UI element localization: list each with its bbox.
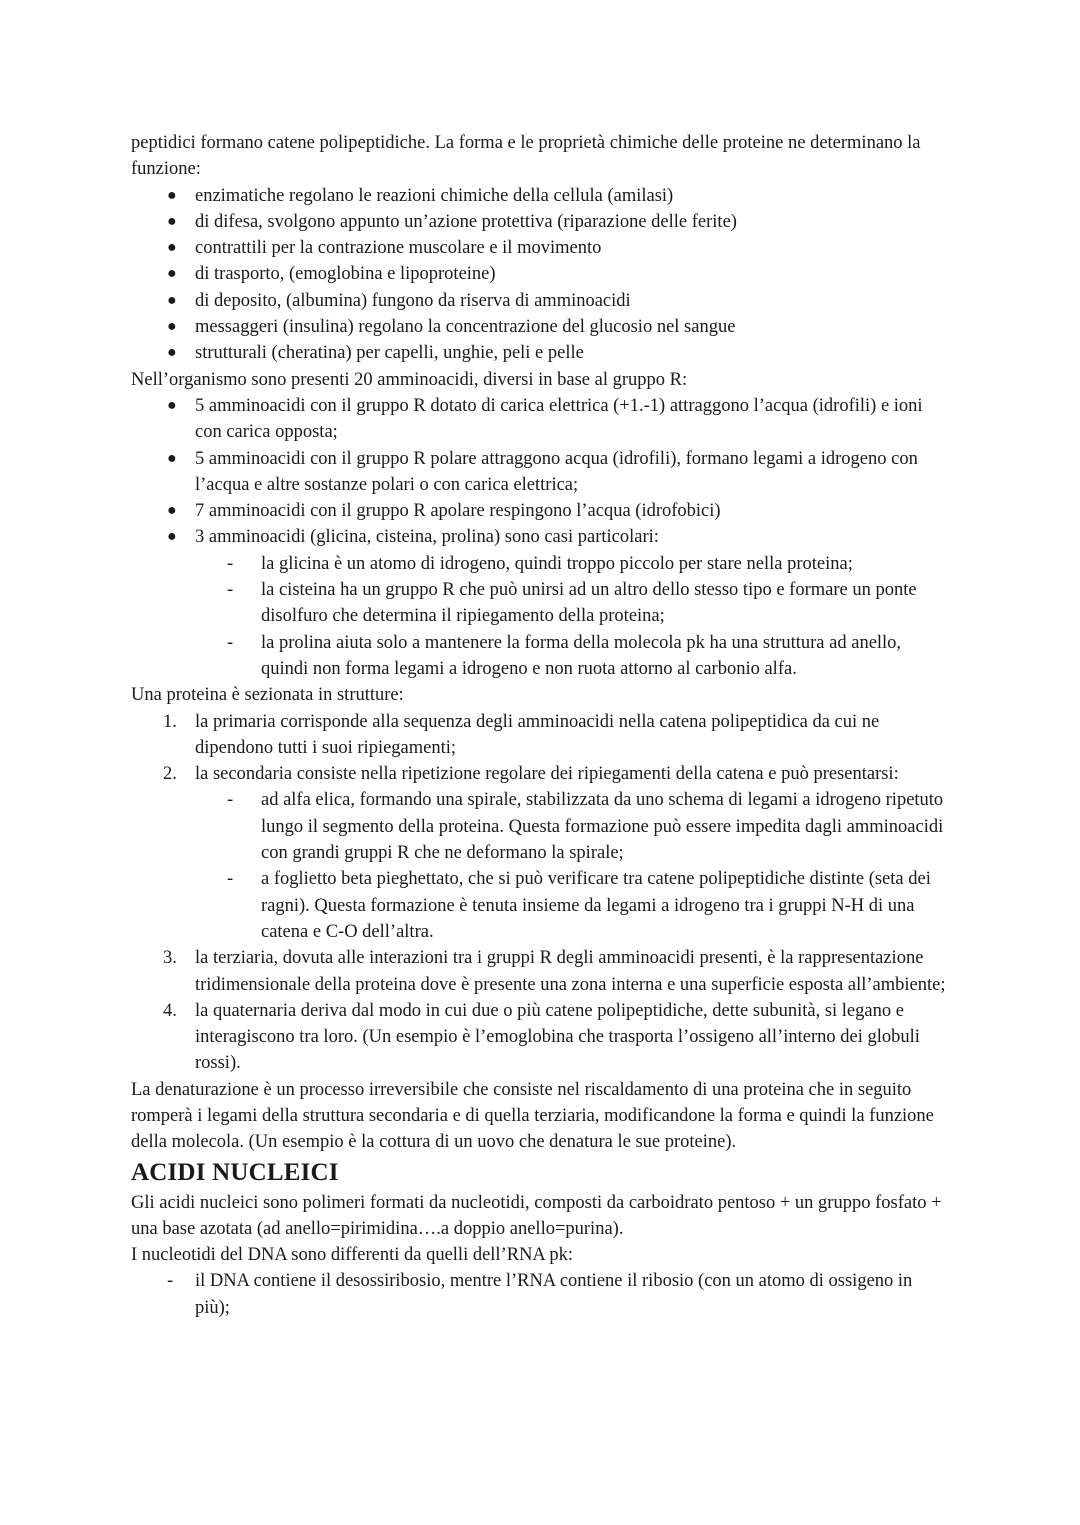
list-number: 2. [163,764,177,785]
structures-intro: Una proteina è sezionata in strutture: [131,685,404,706]
intro-paragraph: peptidici formano catene polipeptidiche. La forma e le proprietà chimiche delle proteine ne determinano la funzione: [131,133,921,180]
list-item: 2. la secondaria consiste nella ripetizione regolare dei ripiegamenti della catena e può presentarsi: - ad alfa elica, formando una spirale, stabilizzata da uno schema di legami a idrogeno ripetuto lungo il segmento della proteina. Questa formazione può essere impedita dagli amminoacidi con grandi gruppi R che ne deformano la spirale; - a foglietto beta pieghettato, che si può verificare tra catene polipeptidiche distinte (seta dei ragni). Questa formazione è tenuta insieme da legami a idrogeno tra i gruppi N-H di una catena e C-O dell’altra. [131,761,951,945]
list-item: 3. la terziaria, dovuta alle interazioni tra i gruppi R degli amminoacidi presenti, è la rappresentazione tridimensionale della proteina dove è presente una zona interna e una superficie esposta all’ambiente; [131,945,951,998]
nucleotide-differences-list [131,1268,951,1321]
special-aminoacids-list [131,551,951,682]
list-number: 4. [163,1000,177,1021]
list-item: - a foglietto beta pieghettato, che si può verificare tra catene polipeptidiche distinte (seta dei ragni). Questa formazione è tenuta insieme da legami a idrogeno tra i gruppi N-H di una catena e C-O dell’altra. [195,866,951,945]
aminoacids-list [131,393,951,551]
dash-icon: - [227,632,234,653]
list-item: ● 7 amminoacidi con il gruppo R apolare respingono l’acqua (idrofobici) [131,498,951,524]
bullet-icon: ● [167,344,177,362]
list-item: - ad alfa elica, formando una spirale, stabilizzata da uno schema di legami a idrogeno ripetuto lungo il segmento della proteina. Questa formazione può essere impedita dagli amminoacidi con grandi gruppi R che ne deformano la spirale; [195,787,951,866]
list-item: - la prolina aiuta solo a mantenere la forma della molecola pk ha una struttura ad anello, quindi non forma legami a idrogeno e non ruota attorno al carbonio alfa. [131,630,951,683]
list-item: - la cisteina ha un gruppo R che può unirsi ad un altro dello stesso tipo e formare un ponte disolfuro che determina il ripiegamento della proteina; [131,577,951,630]
list-number: 3. [163,948,177,969]
list-item: 1. la primaria corrisponde alla sequenza degli amminoacidi nella catena polipeptidica da cui ne dipendono tutti i suoi ripiegamenti; [131,709,951,762]
list-item: - la glicina è un atomo di idrogeno, quindi troppo piccolo per stare nella proteina; [131,551,951,577]
list-item: ● di difesa, svolgono appunto un’azione protettiva (riparazione delle ferite) [131,209,951,235]
bullet-icon: ● [167,239,177,257]
bullet-icon: ● [167,291,177,309]
list-item: ● strutturali (cheratina) per capelli, unghie, peli e pelle [131,340,951,366]
bullet-icon: ● [167,212,177,230]
structures-list [131,709,951,1077]
denaturation-paragraph: La denaturazione è un processo irreversibile che consiste nel riscaldamento di una proteina che in seguito romperà i legami della struttura secondaria e di quella terziaria, modificandone la forma e quindi la funzione della molecola. (Un esempio è la cottura di un uovo che denatura le sue proteine). [131,1079,934,1153]
list-item: ● messaggeri (insulina) regolano la concentrazione del glucosio nel sangue [131,314,951,340]
nucleic-paragraph-1: Gli acidi nucleici sono polimeri formati da nucleotidi, composti da carboidrato pentoso + un gruppo fosfato + una base azotata (ad anello=pirimidina….a doppio anello=purina). [131,1192,942,1239]
dash-icon: - [227,790,234,811]
bullet-icon: ● [167,396,177,414]
nucleic-paragraph-2: I nucleotidi del DNA sono differenti da quelli dell’RNA pk: [131,1245,574,1266]
list-number: 1. [163,711,177,732]
document-page [131,130,951,1321]
secondary-forms-list [195,787,951,945]
bullet-icon: ● [167,265,177,283]
list-item: ● contrattili per la contrazione muscolare e il movimento [131,235,951,261]
list-item: ● 5 amminoacidi con il gruppo R polare attraggono acqua (idrofili), formano legami a idrogeno con l’acqua e altre sostanze polari o con carica elettrica; [131,446,951,499]
list-item: - il DNA contiene il desossiribosio, mentre l’RNA contiene il ribosio (con un atomo di ossigeno in più); [131,1268,951,1321]
protein-functions-list [131,183,951,367]
bullet-icon: ● [167,528,177,546]
list-item: ● di deposito, (albumina) fungono da riserva di amminoacidi [131,288,951,314]
bullet-icon: ● [167,502,177,520]
list-item: 4. la quaternaria deriva dal modo in cui due o più catene polipeptidiche, dette subunità, si legano e interagiscono tra loro. (Un esempio è l’emoglobina che trasporta l’ossigeno all’interno dei globuli rossi). [131,998,951,1077]
dash-icon: - [227,580,234,601]
list-item: ● 5 amminoacidi con il gruppo R dotato di carica elettrica (+1.-1) attraggono l’acqua (idrofili) e ioni con carica opposta; [131,393,951,446]
bullet-icon: ● [167,186,177,204]
bullet-icon: ● [167,449,177,467]
list-item: ● enzimatiche regolano le reazioni chimiche della cellula (amilasi) [131,183,951,209]
dash-icon: - [227,869,234,890]
dash-icon: - [227,553,234,574]
aminoacids-intro: Nell’organismo sono presenti 20 amminoacidi, diversi in base al gruppo R: [131,369,688,390]
dash-icon: - [167,1271,174,1292]
list-item: ● 3 amminoacidi (glicina, cisteina, prolina) sono casi particolari: [131,524,951,550]
list-item: ● di trasporto, (emoglobina e lipoproteine) [131,261,951,287]
bullet-icon: ● [167,318,177,336]
section-heading: ACIDI NUCLEICI [131,1158,339,1186]
